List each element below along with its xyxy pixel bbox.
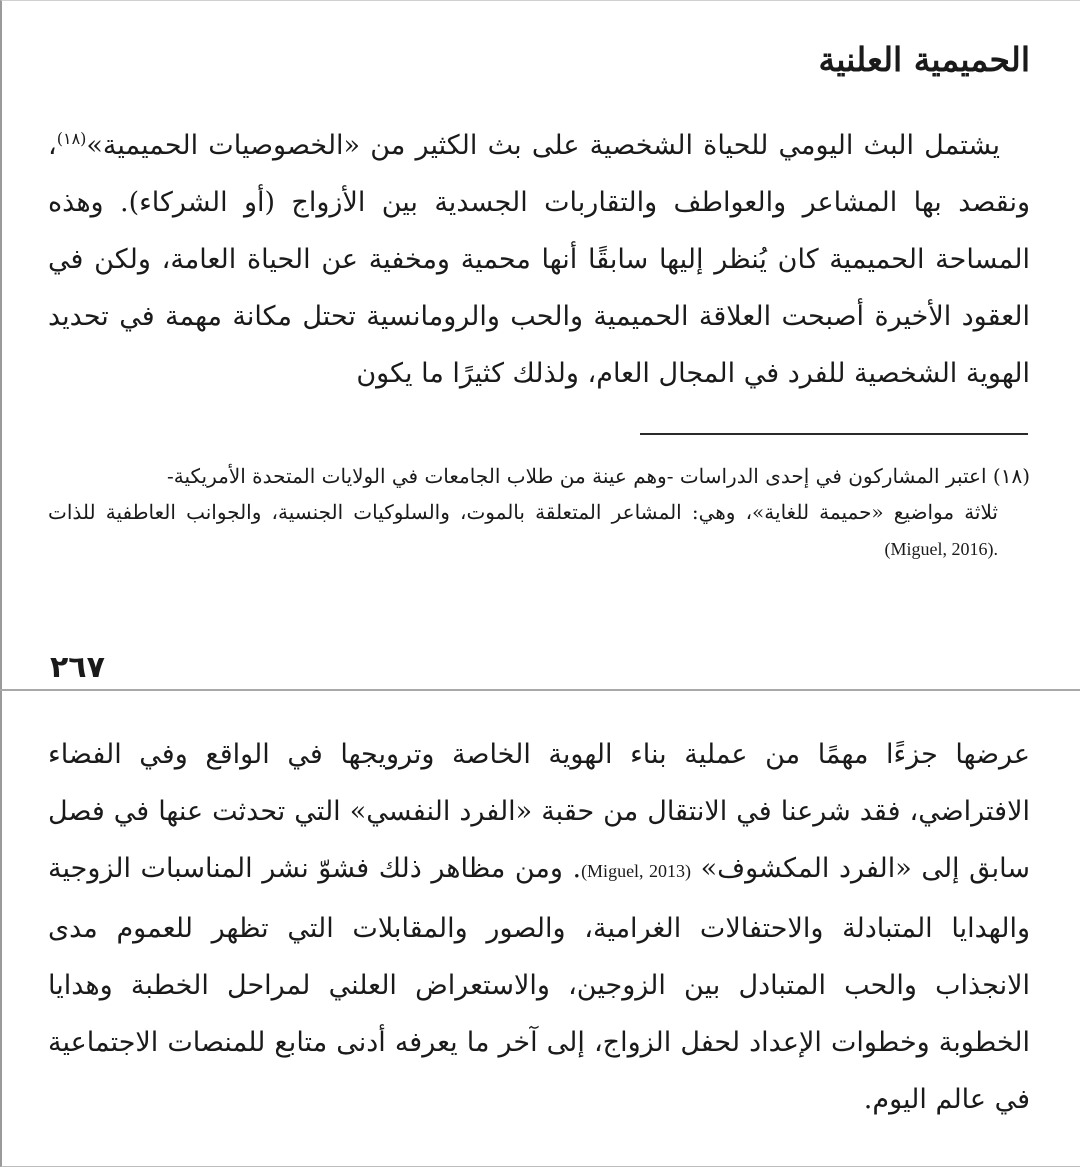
paragraph-text-start: يشتمل البث اليومي للحياة الشخصية على بث الكثير من «الخصوصيات الحميمية»	[86, 130, 1000, 161]
inline-citation: (Miguel, 2013)	[581, 861, 692, 881]
body-paragraph-continued	[48, 726, 1030, 1128]
footnote-line-2: ثلاثة مواضيع «حميمة للغاية»، وهي: المشاعر المتعلقة بالموت، والسلوكيات الجنسية، والجوانب العاطفية للذات	[48, 500, 998, 524]
page-number: ٢٦٧	[50, 650, 105, 685]
footnote-continuation	[48, 494, 1030, 567]
footnote-separator	[640, 433, 1028, 435]
continued-text-rest: . ومن مظاهر ذلك فشوّ نشر المناسبات الزوجية والهدايا المتبادلة والاحتفالات الغرامية، والصور والمقابلات التي تظهر للعموم مدى الانجذاب والحب المتبادل بين الزوجين، والاستعراض العلني لمراحل الخطبة وهدايا الخطوبة وخطوات الإعداد لحفل الزواج، إلى آخر ما يعرفه أدنى متابع للمنصات الاجتماعية في عالم اليوم.	[48, 853, 1030, 1115]
paragraph-text-rest: ، ونقصد بها المشاعر والعواطف والتقاربات الجسدية بين الأزواج (أو الشركاء). وهذه المساحة الحميمية كان يُنظر إليها سابقًا أنها محمية ومخفية عن الحياة العامة، ولكن في العقود الأخيرة أصبحت العلاقة الحميمية والحب والرومانسية تحتل مكانة مهمة في تحديد الهوية الشخصية للفرد في المجال العام، ولذلك كثيرًا ما يكون	[48, 130, 1030, 389]
running-head: الحميمية العلنية	[818, 40, 1030, 79]
footnote-18	[48, 458, 1030, 567]
footnote-reference[interactable]: (١٨)	[56, 129, 87, 148]
footnote-citation: (Miguel, 2016).	[884, 539, 998, 559]
next-page	[0, 691, 1080, 1167]
body-paragraph	[48, 117, 1030, 402]
continued-text-start: عرضها جزءًا مهمًا من عملية بناء الهوية الخاصة وترويجها في الواقع وفي الفضاء الافتراضي، فقد شرعنا في الانتقال من حقبة «الفرد النفسي» التي تحدثت عنها في فصل سابق إلى «الفرد المكشوف»	[48, 739, 1030, 884]
footnote-line-1: (١٨) اعتبر المشاركون في إحدى الدراسات -وهم عينة من طلاب الجامعات في الولايات المتحدة الأمريكية-	[166, 464, 1030, 488]
